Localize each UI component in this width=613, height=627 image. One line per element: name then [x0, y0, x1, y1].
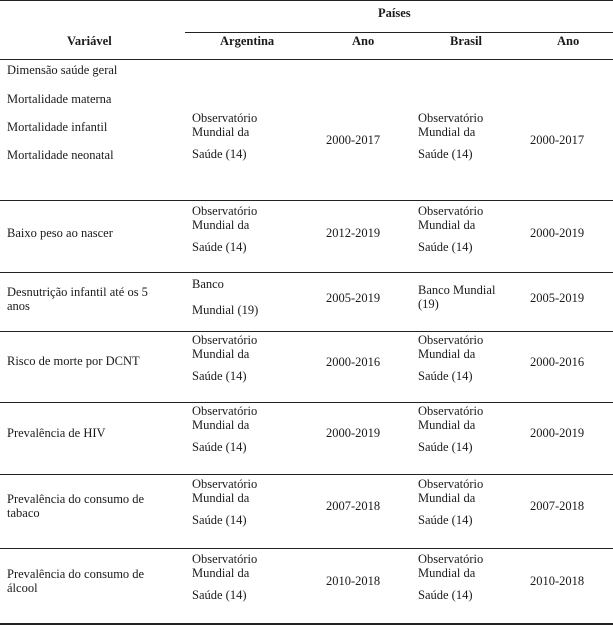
header-bottom-border	[0, 59, 613, 60]
variable-label: Mortalidade materna	[7, 92, 112, 106]
variable-label: Prevalência de HIV	[7, 426, 106, 440]
variable-label: Risco de morte por DCNT	[7, 354, 140, 368]
variable-label: Prevalência do consumo de tabaco	[7, 492, 145, 520]
row-divider	[0, 474, 613, 475]
row-divider	[0, 402, 613, 403]
row-divider	[0, 331, 613, 332]
brasil-source: Observatório Mundial da Saúde (14)	[418, 111, 484, 161]
year1-header: Ano	[352, 34, 375, 48]
year2-value: 2000-2016	[530, 355, 585, 369]
argentina-source: Observatório Mundial da Saúde (14)	[192, 404, 258, 454]
year1-value: 2000-2017	[326, 133, 381, 147]
year2-value: 2007-2018	[530, 499, 585, 513]
brasil-source: Observatório Mundial da Saúde (14)	[418, 204, 484, 254]
variable-header: Variável	[67, 34, 112, 48]
argentina-source: Banco Mundial (19)	[192, 277, 259, 317]
argentina-source: Observatório Mundial da Saúde (14)	[192, 204, 258, 254]
row-divider	[0, 548, 613, 549]
variable-label: Mortalidade neonatal	[7, 148, 114, 162]
section-title: Dimensão saúde geral	[7, 63, 118, 77]
variable-label: Baixo peso ao nascer	[7, 226, 113, 240]
variable-label: Desnutrição infantil até os 5 anos	[7, 285, 148, 313]
row-divider	[0, 272, 613, 273]
year1-value: 2005-2019	[326, 291, 381, 305]
bottom-border	[0, 623, 613, 625]
year1-value: 2010-2018	[326, 574, 381, 588]
countries-underline	[185, 32, 613, 33]
argentina-source: Observatório Mundial da Saúde (14)	[192, 333, 258, 383]
argentina-source: Observatório Mundial da Saúde (14)	[192, 477, 258, 527]
argentina-header: Argentina	[220, 34, 275, 48]
brasil-source: Observatório Mundial da Saúde (14)	[418, 333, 484, 383]
year2-value: 2005-2019	[530, 291, 585, 305]
brasil-source: Observatório Mundial da Saúde (14)	[418, 552, 484, 602]
year1-value: 2000-2016	[326, 355, 381, 369]
argentina-source: Observatório Mundial da Saúde (14)	[192, 552, 258, 602]
top-border	[0, 0, 613, 1]
brasil-source: Banco Mundial (19)	[418, 283, 496, 311]
year2-value: 2000-2019	[530, 226, 585, 240]
variable-label: Prevalência do consumo de álcool	[7, 567, 145, 595]
year2-value: 2010-2018	[530, 574, 585, 588]
year1-value: 2007-2018	[326, 499, 381, 513]
year2-value: 2000-2019	[530, 426, 585, 440]
brasil-header: Brasil	[450, 34, 482, 48]
brasil-source: Observatório Mundial da Saúde (14)	[418, 477, 484, 527]
brasil-source: Observatório Mundial da Saúde (14)	[418, 404, 484, 454]
year1-value: 2000-2019	[326, 426, 381, 440]
argentina-source: Observatório Mundial da Saúde (14)	[192, 111, 258, 161]
row-divider	[0, 200, 613, 201]
year2-header: Ano	[557, 34, 580, 48]
variable-label: Mortalidade infantil	[7, 120, 108, 134]
year2-value: 2000-2017	[530, 133, 585, 147]
year1-value: 2012-2019	[326, 226, 381, 240]
countries-header: Países	[378, 6, 411, 20]
